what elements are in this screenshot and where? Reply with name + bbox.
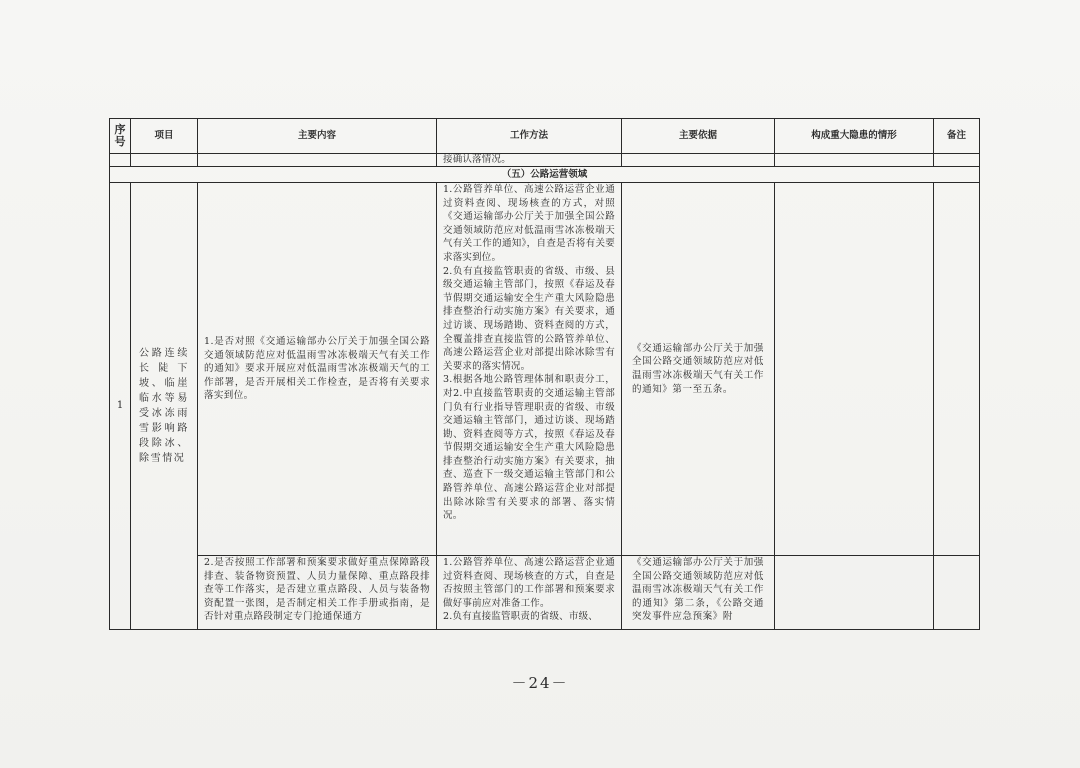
header-seq: 序号 [110,119,131,154]
row-basis: 《交通运输部办公厅关于加强全国公路交通领域防范应对低温雨雪冰冻极端天气有关工作的通知》第一至五条。 [622,183,775,556]
row-method: 1.公路管养单位、高速公路运营企业通过资料查阅、现场核查的方式，对照《交通运输部办公厅关于加强全国公路交通领域防范应对低温雨雪冰冻极端天气有关工作的通知》，自查是否将有关要求落实到位。 2.负有直接监管职责的省级、市级、县级交通运输主管部门，按照《春运及春节假期交通运输安全生产重大风险隐患排查整治行动实施方案》有关要求，通过访谈、现场踏勘、资料查阅的方式，全覆盖排查直接监管的公路管养单位、高速公路运营企业对部提出除冰除雪有关要求的落实情况。 3.根据各地公路管理体制和职责分工，对2.中直接监管职责的交通运输主管部门负有行业指导管理职责的省级、市级交通运输主管部门，通过访谈、现场踏勘、资料查阅等方式，按照《春运及春节假期交通运输安全生产重大风险隐患排查整治行动实施方案》有关要求，抽查、巡查下一级交通运输主管部门和公路管养单位、高速公路运营企业对部提出除冰除雪有关要求的部署、落实情况。 [437,183,622,556]
row-remark [934,183,980,556]
header-content: 主要内容 [198,119,437,154]
header-basis: 主要依据 [622,119,775,154]
header-method: 工作方法 [437,119,622,154]
row-seq: 1 [110,183,131,630]
row-hazard [775,556,934,630]
carryover-row [110,154,980,167]
carryover-method: 接确认落情况。 [437,154,622,167]
row-item: 公路连续长陡下坡、临崖临水等易受冰冻雨雪影响路段除冰、除雪情况 [131,183,198,630]
section-row [110,167,980,183]
page-number: －24－ [511,674,569,692]
header-remark: 备注 [934,119,980,154]
header-row [110,119,980,154]
row-hazard [775,183,934,556]
table-row [110,183,980,556]
header-item: 项目 [131,119,198,154]
section-title: （五）公路运营领域 [110,167,980,183]
row-remark [934,556,980,630]
row-method: 1.公路管养单位、高速公路运营企业通过资料查阅、现场核查的方式，自查是否按照主管部门的工作部署和预案要求做好事前应对准备工作。 2.负有直接监管职责的省级、市级、 [437,556,622,630]
row-content: 2.是否按照工作部署和预案要求做好重点保障路段排查、装备物资预置、人员力量保障、重点路段排查等工作落实，是否建立重点路段、人员与装备物资配置一张图，是否制定相关工作手册或指南，是否针对重点路段制定专门抢通保通方 [198,556,437,630]
row-basis: 《交通运输部办公厅关于加强全国公路交通领域防范应对低温雨雪冰冻极端天气有关工作的通知》第二条，《公路交通突发事件应急预案》附 [622,556,775,630]
table-row [110,556,980,630]
row-content: 1.是否对照《交通运输部办公厅关于加强全国公路交通领域防范应对低温雨雪冰冻极端天气有关工作的通知》要求开展应对低温雨雪冰冻极端天气的工作部署，是否开展相关工作检查，是否将有关要求落实到位。 [198,183,437,556]
header-hazard: 构成重大隐患的情形 [775,119,934,154]
inspection-table [109,118,980,630]
